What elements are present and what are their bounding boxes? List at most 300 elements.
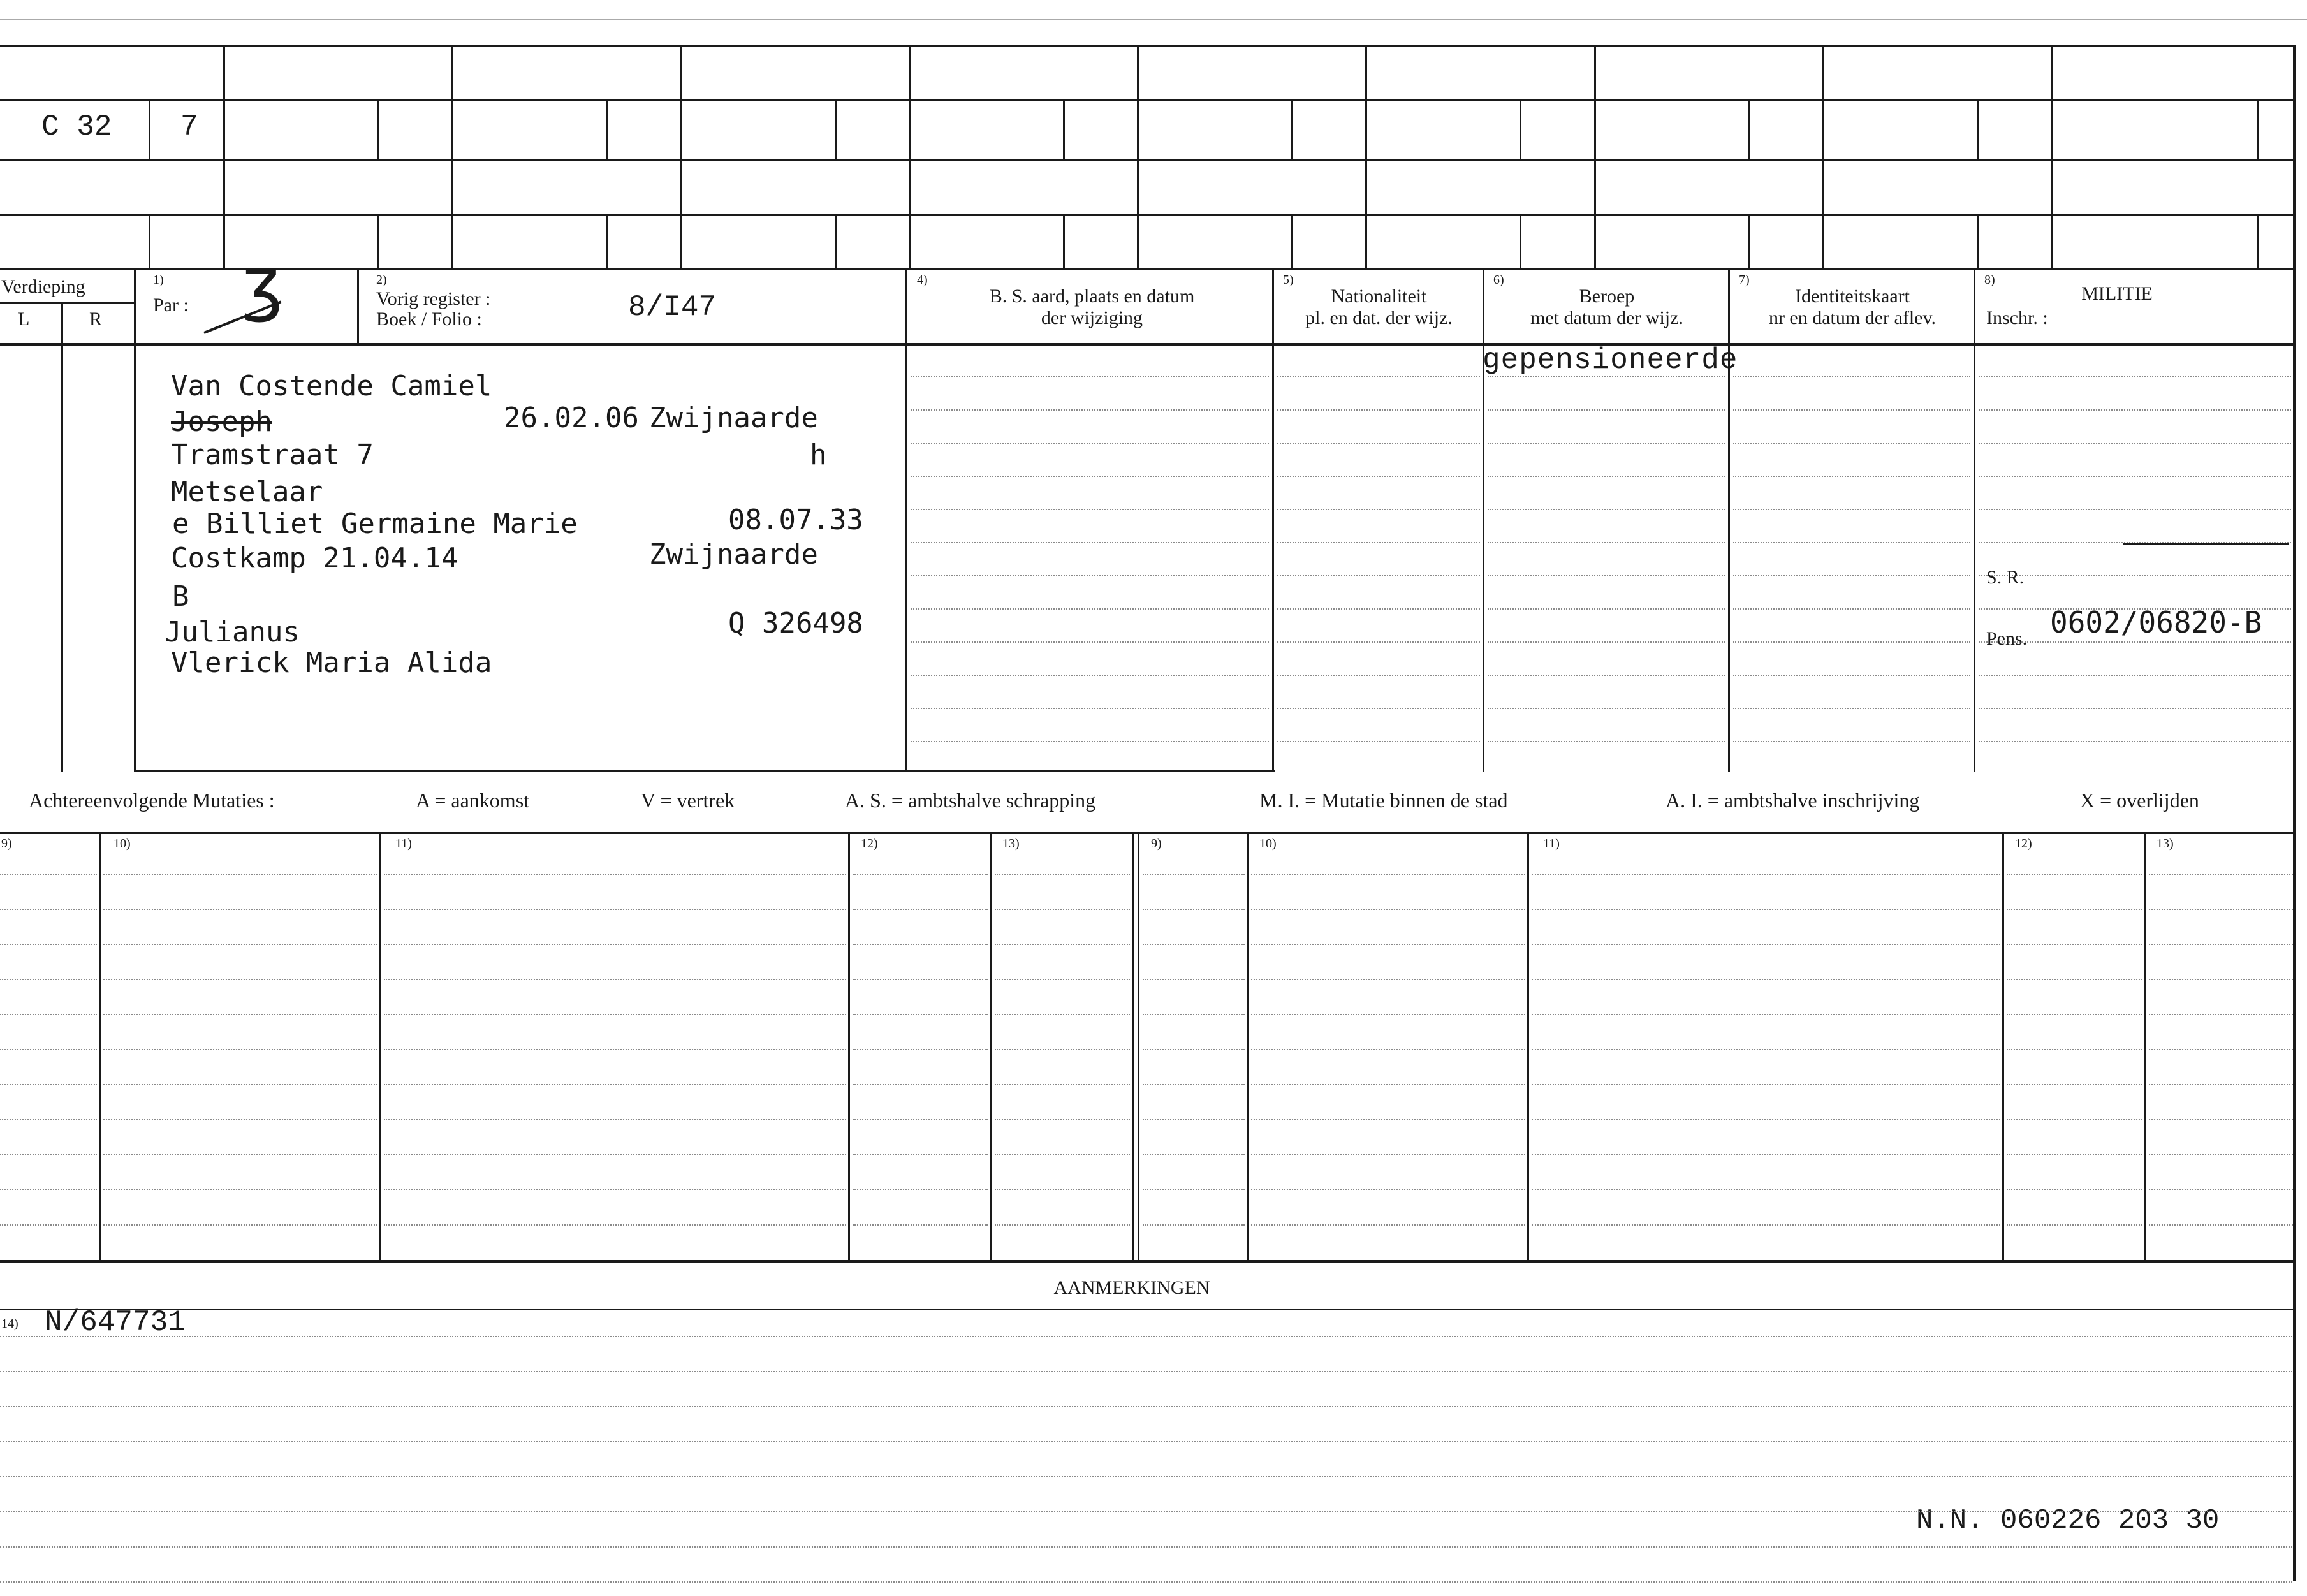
ruled-line	[911, 741, 1269, 742]
ruled-line	[384, 979, 846, 980]
ruled-line	[384, 909, 846, 910]
person-struck-name: Joseph	[171, 406, 272, 438]
mut-v	[1527, 832, 1529, 1263]
ruled-line	[853, 1189, 988, 1190]
grid-row-rule-3	[0, 214, 2296, 216]
mut-v	[379, 832, 381, 1263]
grid-row-rule-2	[0, 159, 2296, 161]
ruled-line	[384, 1189, 846, 1190]
ruled-line	[0, 1441, 2292, 1442]
ruled-line	[2007, 1119, 2142, 1120]
legend-ai: A. I. = ambtshalve inschrijving	[1666, 789, 1920, 812]
ruled-line	[911, 708, 1269, 709]
ruled-line	[911, 608, 1269, 610]
ruled-line	[0, 1014, 97, 1015]
grid-major-v	[2051, 45, 2053, 269]
ruled-line	[2007, 1154, 2142, 1155]
ruled-line	[103, 909, 377, 910]
ruled-line	[1143, 1049, 1245, 1050]
ruled-line	[1532, 944, 2000, 945]
pens-value: 0602/06820-B	[2050, 605, 2262, 640]
inschr-label: Inschr. :	[1986, 307, 2048, 328]
ruled-line	[911, 641, 1269, 643]
nat-header-line2: pl. en dat. der wijz.	[1305, 307, 1453, 328]
ruled-line	[911, 675, 1269, 676]
ruled-line	[1488, 409, 1725, 411]
grid-major-v	[1594, 45, 1596, 269]
grid-minor-v	[1977, 214, 1979, 269]
mut-header-left-12: 12)	[861, 837, 878, 851]
ruled-line	[1733, 509, 1970, 510]
ruled-line	[1143, 1154, 1245, 1155]
mut-header-right-11: 11)	[1543, 837, 1560, 851]
ruled-line	[1979, 443, 2291, 444]
ruled-line	[1532, 1014, 2000, 1015]
grid-minor-v	[1748, 214, 1750, 269]
bs-header-line2: der wijziging	[1041, 307, 1143, 328]
ruled-line	[1733, 443, 1970, 444]
mut-v-double	[1138, 832, 1139, 1263]
ruled-line	[1488, 675, 1725, 676]
grid-minor-v	[377, 214, 379, 269]
ruled-line	[0, 1224, 97, 1226]
ruled-line	[1143, 874, 1245, 875]
ruled-line	[384, 1224, 846, 1226]
ruled-line	[1532, 1049, 2000, 1050]
ruled-line	[1277, 509, 1480, 510]
person-spouse: e Billiet Germaine Marie	[172, 508, 578, 540]
boek-folio-label: Boek / Folio :	[376, 309, 482, 330]
ruled-line	[1979, 376, 2291, 377]
ruled-line	[0, 1371, 2292, 1372]
ruled-line	[853, 1084, 988, 1085]
mut-v	[1247, 832, 1249, 1263]
ruled-line	[1532, 1119, 2000, 1120]
remarks-title-rule	[0, 1309, 2296, 1310]
ruled-line	[1251, 1154, 1525, 1155]
ruled-line	[0, 1336, 2292, 1337]
mutations-bottom-rule	[0, 1260, 2296, 1263]
ruled-line	[384, 1119, 846, 1120]
person-profession: Metselaar	[171, 476, 323, 508]
ruled-line	[995, 909, 1130, 910]
ruled-line	[1488, 741, 1725, 742]
ruled-line	[1532, 1189, 2000, 1190]
ruled-line	[1143, 1189, 1245, 1190]
ruled-line	[2007, 909, 2142, 910]
grid-minor-v	[606, 99, 608, 159]
legend-v: V = vertrek	[641, 789, 735, 812]
ruled-line	[1532, 1084, 2000, 1085]
ruled-line	[1251, 979, 1525, 980]
field-number-2: 2)	[376, 273, 387, 287]
ruled-line	[103, 1084, 377, 1085]
ruled-line	[1251, 1014, 1525, 1015]
ruled-line	[103, 1014, 377, 1015]
person-ref-code: Q 326498	[728, 607, 863, 640]
mut-v	[99, 832, 101, 1263]
ruled-line	[1532, 874, 2000, 875]
ruled-line	[2149, 874, 2293, 875]
ruled-line	[0, 1406, 2292, 1407]
ruled-line	[0, 874, 97, 875]
body-bottom-rule	[134, 770, 1275, 772]
verdieping-split-rule	[0, 302, 134, 304]
ruled-line	[1143, 1119, 1245, 1120]
ruled-line	[1488, 542, 1725, 543]
top-grid-code: C 32	[41, 110, 112, 143]
person-address-mark: h	[810, 439, 827, 471]
militie-rule	[2123, 543, 2289, 545]
ruled-line	[0, 1511, 2292, 1512]
grid-major-v	[223, 45, 225, 269]
grid-minor-v	[1063, 99, 1065, 159]
ruled-line	[103, 1189, 377, 1190]
ruled-line	[1488, 575, 1725, 576]
grid-row-rule-1	[0, 99, 2296, 101]
ruled-line	[103, 874, 377, 875]
field-number-7: 7)	[1739, 273, 1750, 287]
ruled-line	[995, 1119, 1130, 1120]
ruled-line	[1488, 608, 1725, 610]
person-julianus: Julianus	[165, 616, 300, 648]
nat-header-line1: Nationaliteit	[1331, 286, 1427, 307]
grid-minor-v	[149, 99, 150, 159]
ruled-line	[853, 909, 988, 910]
mut-header-left-10: 10)	[114, 837, 131, 851]
ruled-line	[1277, 641, 1480, 643]
ruled-line	[995, 1084, 1130, 1085]
mut-v	[848, 832, 850, 1263]
ruled-line	[911, 509, 1269, 510]
ruled-line	[2149, 1154, 2293, 1155]
ruled-line	[2149, 1189, 2293, 1190]
id-header-line2: nr en datum der aflev.	[1768, 307, 1937, 328]
ruled-line	[1251, 1189, 1525, 1190]
ruled-line	[1979, 509, 2291, 510]
ruled-line	[853, 979, 988, 980]
ruled-line	[2007, 874, 2142, 875]
beroep-value: gepensioneerde	[1483, 344, 1738, 377]
ruled-line	[1251, 944, 1525, 945]
legend-as: A. S. = ambtshalve schrapping	[845, 789, 1096, 812]
ruled-line	[853, 1154, 988, 1155]
field-number-4: 4)	[917, 273, 928, 287]
ruled-line	[0, 1476, 2292, 1477]
ruled-line	[1733, 675, 1970, 676]
verdieping-l-label: L	[18, 309, 30, 330]
ruled-line	[1251, 909, 1525, 910]
mut-v	[2002, 832, 2004, 1263]
ruled-line	[911, 542, 1269, 543]
ruled-line	[1277, 675, 1480, 676]
grid-minor-v	[1520, 99, 1521, 159]
grid-major-v	[451, 45, 453, 269]
col-person-divider	[905, 269, 907, 772]
ruled-line	[1532, 979, 2000, 980]
ruled-line	[1532, 1154, 2000, 1155]
ruled-line	[2007, 944, 2142, 945]
ruled-line	[384, 1084, 846, 1085]
ruled-line	[1733, 708, 1970, 709]
grid-minor-v	[1748, 99, 1750, 159]
person-birth-date: 26.02.06	[504, 402, 639, 434]
ruled-line	[2149, 979, 2293, 980]
ruled-line	[1277, 708, 1480, 709]
ruled-line	[1733, 641, 1970, 643]
ruled-line	[1143, 1014, 1245, 1015]
id-header-line1: Identiteitskaart	[1795, 286, 1910, 307]
grid-major-v	[680, 45, 682, 269]
legend-x: X = overlijden	[2080, 789, 2199, 812]
ruled-line	[384, 944, 846, 945]
ruled-line	[995, 944, 1130, 945]
pens-label: Pens.	[1986, 628, 2028, 649]
ruled-line	[2007, 1014, 2142, 1015]
ruled-line	[1979, 476, 2291, 477]
ruled-line	[911, 409, 1269, 411]
mut-header-right-10: 10)	[1259, 837, 1277, 851]
legend-a: A = aankomst	[416, 789, 530, 812]
mut-v-double	[1132, 832, 1134, 1263]
folio-value: 8/I47	[628, 291, 717, 324]
ruled-line	[1277, 409, 1480, 411]
ruled-line	[1733, 575, 1970, 576]
remarks-number-14: 14)	[1, 1317, 18, 1331]
ruled-line	[2149, 1224, 2293, 1226]
ruled-line	[995, 1189, 1130, 1190]
ruled-line	[853, 1014, 988, 1015]
page-top-edge	[0, 19, 2307, 20]
grid-right-edge	[2293, 45, 2296, 1581]
sr-label: S. R.	[1986, 567, 2025, 588]
ruled-line	[0, 1049, 97, 1050]
ruled-line	[1532, 1224, 2000, 1226]
ruled-line	[2149, 909, 2293, 910]
ruled-line	[1143, 944, 1245, 945]
verdieping-r-label: R	[89, 309, 103, 330]
ruled-line	[2007, 979, 2142, 980]
person-mark-b: B	[172, 580, 189, 613]
ruled-line	[0, 909, 97, 910]
mut-header-left-13: 13)	[1002, 837, 1020, 851]
beroep-header-line1: Beroep	[1579, 286, 1635, 307]
col-par-divider	[357, 269, 359, 343]
person-birth-place: Zwijnaarde	[649, 402, 818, 434]
mut-header-left-11: 11)	[395, 837, 412, 851]
col-bs-divider	[1272, 269, 1274, 772]
ruled-line	[911, 376, 1269, 377]
grid-minor-v	[2257, 214, 2259, 269]
ruled-line	[384, 1014, 846, 1015]
ruled-line	[911, 575, 1269, 576]
ruled-line	[1733, 608, 1970, 610]
ruled-line	[1532, 909, 2000, 910]
par-scribble: ʒ	[242, 242, 283, 324]
ruled-line	[2149, 1049, 2293, 1050]
ruled-line	[0, 1546, 2292, 1548]
grid-minor-v	[2257, 99, 2259, 159]
ruled-line	[0, 1154, 97, 1155]
ruled-line	[384, 874, 846, 875]
grid-minor-v	[606, 214, 608, 269]
grid-minor-v	[1291, 99, 1293, 159]
ruled-line	[2149, 1014, 2293, 1015]
ruled-line	[1979, 741, 2291, 742]
remarks-title: AANMERKINGEN	[1053, 1277, 1210, 1298]
mut-header-right-12: 12)	[2015, 837, 2032, 851]
person-address: Tramstraat 7	[171, 439, 374, 471]
ruled-line	[1251, 1224, 1525, 1226]
ruled-line	[2149, 1084, 2293, 1085]
ruled-line	[2007, 1084, 2142, 1085]
ruled-line	[995, 874, 1130, 875]
grid-minor-v	[149, 214, 150, 269]
ruled-line	[1277, 376, 1480, 377]
ruled-line	[853, 874, 988, 875]
grid-minor-v	[1520, 214, 1521, 269]
mut-header-left-9: 9)	[1, 837, 12, 851]
person-vlerick: Vlerick Maria Alida	[171, 647, 492, 679]
ruled-line	[1277, 608, 1480, 610]
ruled-line	[995, 979, 1130, 980]
col-id-divider	[1974, 269, 1975, 772]
beroep-header-line2: met datum der wijz.	[1530, 307, 1683, 328]
vorig-register-label: Vorig register :	[376, 288, 491, 309]
ruled-line	[1733, 741, 1970, 742]
ruled-line	[1733, 476, 1970, 477]
ruled-line	[1277, 575, 1480, 576]
ruled-line	[1979, 575, 2291, 576]
grid-major-v	[909, 45, 911, 269]
grid-top-rule	[0, 45, 2296, 47]
field-number-1: 1)	[153, 273, 164, 287]
ruled-line	[0, 1084, 97, 1085]
ruled-line	[103, 979, 377, 980]
militie-header: MILITIE	[2081, 283, 2153, 304]
ruled-line	[853, 1224, 988, 1226]
grid-row-rule-4	[0, 268, 2296, 270]
ruled-line	[1488, 509, 1725, 510]
ruled-line	[103, 1224, 377, 1226]
ruled-line	[853, 944, 988, 945]
mut-v	[990, 832, 992, 1263]
ruled-line	[0, 944, 97, 945]
person-spouse-birth: Costkamp 21.04.14	[171, 542, 458, 575]
ruled-line	[995, 1014, 1130, 1015]
grid-minor-v	[1977, 99, 1979, 159]
par-label: Par :	[153, 295, 189, 316]
ruled-line	[1488, 641, 1725, 643]
grid-major-v	[1137, 45, 1139, 269]
ruled-line	[853, 1049, 988, 1050]
ruled-line	[0, 1189, 97, 1190]
header-bottom-rule	[0, 343, 2296, 346]
ruled-line	[384, 1154, 846, 1155]
ruled-line	[2007, 1224, 2142, 1226]
ruled-line	[1251, 1119, 1525, 1120]
ruled-line	[1733, 409, 1970, 411]
ruled-line	[1488, 708, 1725, 709]
grid-minor-v	[1063, 214, 1065, 269]
ruled-line	[1733, 376, 1970, 377]
grid-minor-v	[377, 99, 379, 159]
ruled-line	[1251, 1049, 1525, 1050]
mutations-top-rule	[0, 832, 2296, 834]
ruled-line	[2149, 1119, 2293, 1120]
ruled-line	[1979, 409, 2291, 411]
ruled-line	[1979, 675, 2291, 676]
ruled-line	[2007, 1049, 2142, 1050]
field-number-6: 6)	[1493, 273, 1504, 287]
field-number-5: 5)	[1283, 273, 1294, 287]
bs-header-line1: B. S. aard, plaats en datum	[989, 286, 1195, 307]
ruled-line	[911, 476, 1269, 477]
legend-title: Achtereenvolgende Mutaties :	[29, 789, 275, 812]
mut-header-right-9: 9)	[1151, 837, 1162, 851]
top-grid-number: 7	[180, 110, 198, 143]
ruled-line	[103, 1154, 377, 1155]
ruled-line	[0, 1119, 97, 1120]
ruled-line	[1143, 979, 1245, 980]
col-verdieping-divider	[134, 269, 136, 772]
verdieping-label: Verdieping	[1, 276, 85, 297]
person-name: Van Costende Camiel	[171, 370, 492, 402]
ruled-line	[995, 1049, 1130, 1050]
ruled-line	[0, 1581, 2292, 1583]
grid-major-v	[1822, 45, 1824, 269]
remarks-value: N/647731	[45, 1306, 186, 1339]
ruled-line	[103, 944, 377, 945]
col-lr-divider	[61, 302, 63, 772]
ruled-line	[103, 1119, 377, 1120]
ruled-line	[995, 1154, 1130, 1155]
ruled-line	[1143, 1224, 1245, 1226]
grid-minor-v	[835, 214, 837, 269]
field-number-8: 8)	[1984, 273, 1995, 287]
ruled-line	[1488, 476, 1725, 477]
legend-mi: M. I. = Mutatie binnen de stad	[1259, 789, 1508, 812]
person-marriage-place: Zwijnaarde	[649, 538, 818, 571]
ruled-line	[1143, 1084, 1245, 1085]
mut-header-right-13: 13)	[2157, 837, 2174, 851]
grid-major-v	[1365, 45, 1367, 269]
ruled-line	[1277, 542, 1480, 543]
ruled-line	[1143, 909, 1245, 910]
ruled-line	[1979, 708, 2291, 709]
ruled-line	[1251, 874, 1525, 875]
ruled-line	[995, 1224, 1130, 1226]
grid-minor-v	[835, 99, 837, 159]
remarks-nn: N.N. 060226 203 30	[1916, 1505, 2220, 1537]
ruled-line	[1277, 476, 1480, 477]
ruled-line	[1277, 443, 1480, 444]
grid-minor-v	[1291, 214, 1293, 269]
mut-v	[2144, 832, 2146, 1263]
ruled-line	[1251, 1084, 1525, 1085]
ruled-line	[1733, 542, 1970, 543]
ruled-line	[1277, 741, 1480, 742]
ruled-line	[853, 1119, 988, 1120]
ruled-line	[1488, 443, 1725, 444]
ruled-line	[384, 1049, 846, 1050]
ruled-line	[2149, 944, 2293, 945]
person-marriage-date: 08.07.33	[728, 504, 863, 536]
ruled-line	[911, 443, 1269, 444]
ruled-line	[0, 979, 97, 980]
ruled-line	[103, 1049, 377, 1050]
ruled-line	[2007, 1189, 2142, 1190]
